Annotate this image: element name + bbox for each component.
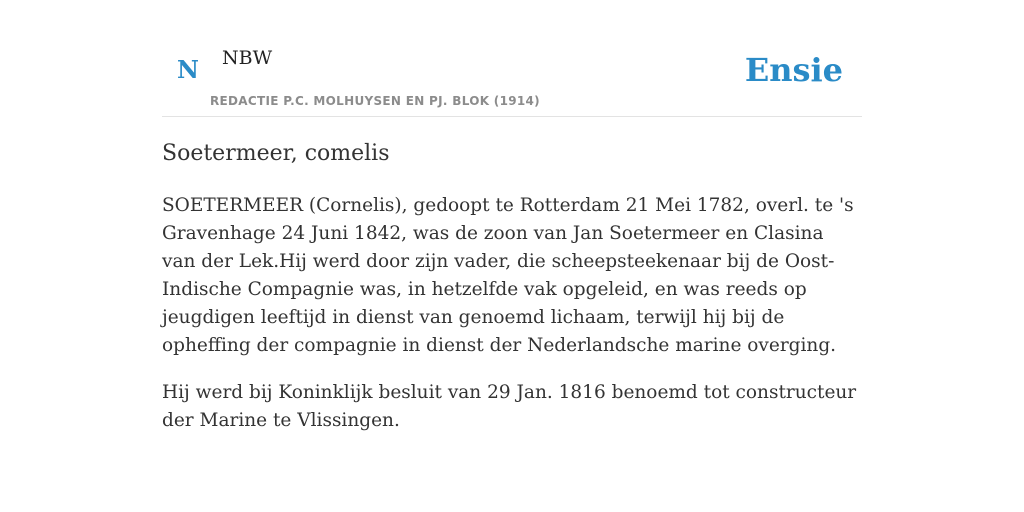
entry-paragraph-1: SOETERMEER (Cornelis), gedoopt te Rotterdam 21 Mei 1782, overl. te 's Gravenhage 24 Juni 1842, was de zoon van Jan Soetermeer en Clasina van der Lek.Hij werd door zijn vader, die scheepsteekenaar bij de Oost-Indische Compagnie was, in hetzelfde vak opgeleid, en was reeds op jeugdigen leeftijd in dienst van genoemd lichaam, terwijl hij bij de opheffing der compagnie in dienst der Nederlandsche marine overging. (162, 195, 854, 356)
entry-paragraph-2: Hij werd bij Koninklijk besluit van 29 Jan. 1816 benoemd tot constructeur der Marine te Vlissingen. (162, 382, 857, 431)
source-logo-link[interactable]: N (177, 55, 199, 84)
source-title[interactable]: NBW (222, 47, 273, 69)
entry-content (162, 138, 862, 435)
ensie-logo-link[interactable]: Ensie (744, 51, 843, 89)
source-header (162, 0, 862, 117)
source-subtitle: REDACTIE P.C. MOLHUYSEN EN PJ. BLOK (1914) (210, 94, 540, 108)
entry-title: Soetermeer, comelis (162, 141, 390, 166)
